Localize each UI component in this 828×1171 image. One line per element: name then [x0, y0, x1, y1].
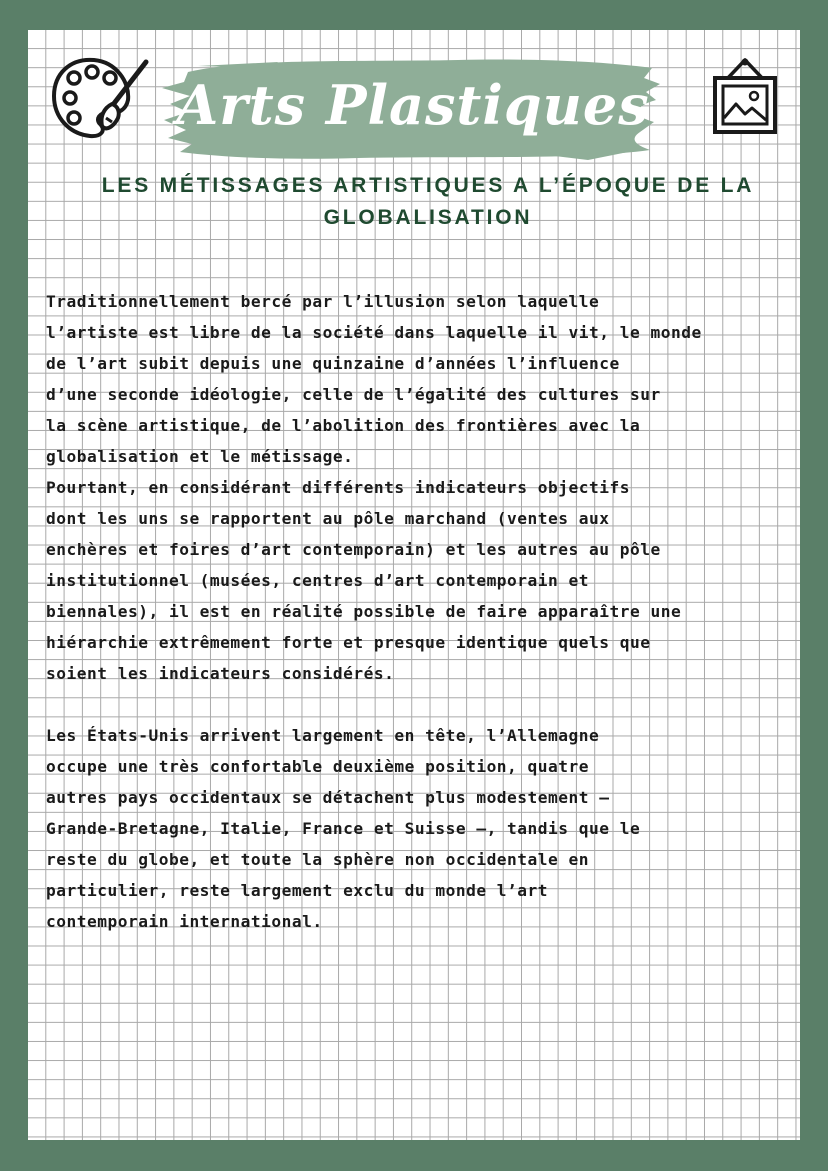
- palette-brush-icon: [48, 52, 152, 144]
- paragraph-3: Les États-Unis arrivent largement en tête, l’Allemagne occupe une très confortable deuxième position, quatre autres pays occidentaux se détachent plus modestement — Grande-Bretagne, Italie, France et Suisse —, tandis que le reste du globe, et toute la sphère non occidentale en particulier, reste largement exclu du monde l’art contemporain international.: [46, 726, 641, 931]
- subtitle-line-2: GLOBALISATION: [323, 206, 533, 229]
- framed-picture-icon: [712, 56, 778, 136]
- subtitle-line-1: LES MÉTISSAGES ARTISTIQUES A L’ÉPOQUE DE LA: [101, 174, 755, 197]
- page-title: Arts Plastiques: [176, 73, 650, 137]
- grid-paper-page: [28, 30, 800, 1140]
- paragraph-2: Pourtant, en considérant différents indicateurs objectifs dont les uns se rapportent au pôle marchand (ventes aux enchères et foires d’art contemporain) et les autres au pôle institutionnel (musées, centres d’art contemporain et biennales), il est en réalité possible de faire apparaître une hiérarchie extrêmement forte et presque identique quels que soient les indicateurs considérés.: [46, 478, 682, 683]
- paragraph-1: Traditionnellement bercé par l’illusion selon laquelle l’artiste est libre de la société dans laquelle il vit, le monde de l’art subit depuis une quinzaine d’années l’influence d’une seconde idéologie, celle de l’égalité des cultures sur la scène artistique, de l’abolition des frontières avec la globalisation et le métissage.: [46, 292, 702, 466]
- body-text: [46, 286, 786, 937]
- paragraph-gap: [46, 689, 786, 720]
- document-subtitle: [68, 170, 788, 234]
